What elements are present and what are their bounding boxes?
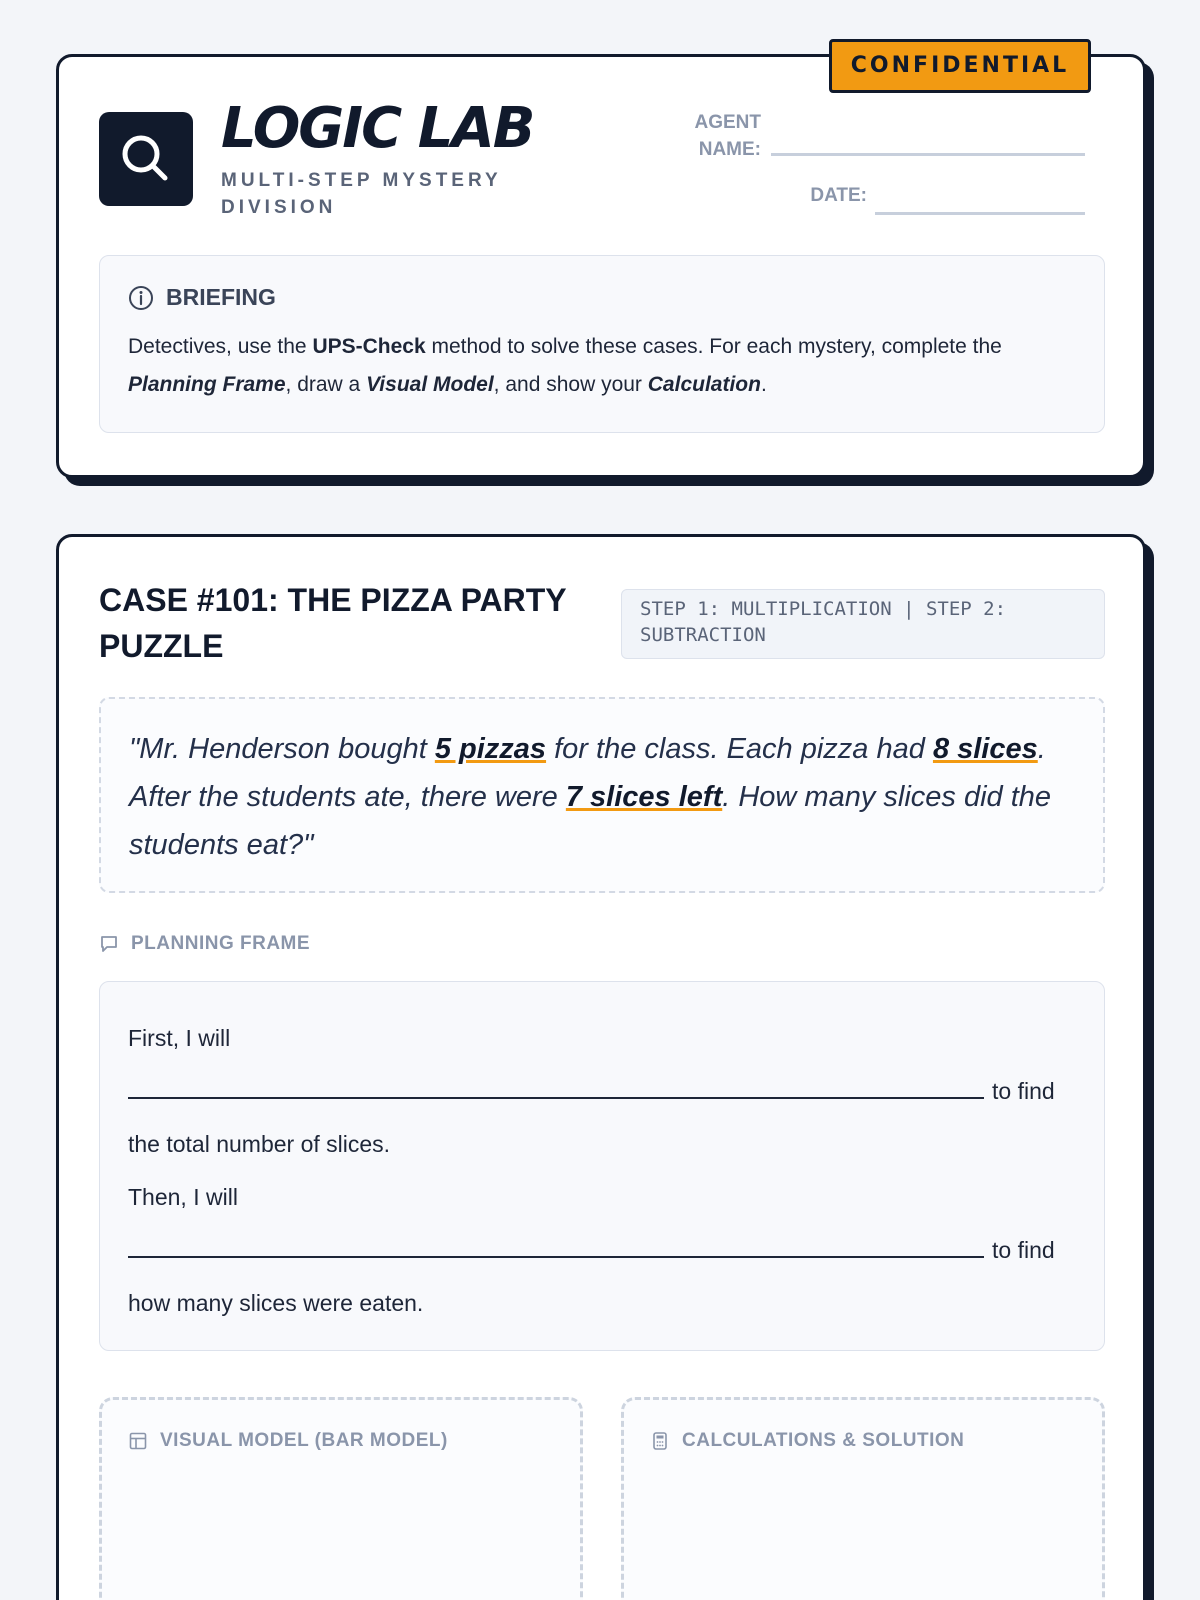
story-text: for the class. Each pizza had (546, 733, 933, 765)
agent-label-line-1: AGENT (694, 112, 761, 133)
planning-frame (99, 981, 1105, 1351)
visual-model-label (128, 1430, 448, 1452)
story-highlight: 7 slices left (565, 781, 723, 813)
calculations-box[interactable] (621, 1397, 1105, 1600)
planning-frame-label-text: PLANNING FRAME (131, 933, 311, 954)
page-title: LOGIC LAB (221, 96, 534, 161)
header-card (56, 54, 1146, 478)
term-planning-frame: Planning Frame (128, 373, 286, 396)
term-visual-model: Visual Model (366, 373, 494, 396)
plan-result-1: the total number of slices. (128, 1131, 391, 1157)
term-calculation: Calculation (647, 373, 761, 396)
briefing-box (99, 255, 1105, 433)
plan-step-2-row (128, 1224, 1076, 1277)
agent-name-field[interactable] (771, 153, 1085, 156)
visual-model-box[interactable] (99, 1397, 583, 1600)
date-field[interactable] (875, 212, 1085, 215)
calculations-label (650, 1430, 964, 1452)
plan-to-find: to find (992, 1237, 1055, 1263)
case-title: CASE #101: THE PIZZA PARTY PUZZLE (99, 582, 567, 664)
briefing-header (128, 284, 276, 311)
briefing-title: BRIEFING (166, 284, 276, 310)
briefing-text-part: method to solve these cases. For each mystery, complete the (425, 335, 1002, 358)
plan-step-1-row (128, 1065, 1076, 1118)
layout-icon (128, 1431, 148, 1451)
plan-result-2: how many slices were eaten. (128, 1290, 424, 1316)
briefing-text (128, 328, 1078, 404)
plan-then: Then, I will (128, 1184, 238, 1210)
calculations-label-text: CALCULATIONS & SOLUTION (682, 1430, 965, 1451)
date-label: DATE: (810, 185, 867, 206)
visual-model-label-text: VISUAL MODEL (BAR MODEL) (160, 1430, 448, 1451)
story-text: . After the students ate, there were (129, 733, 1046, 813)
calculator-icon (650, 1431, 670, 1451)
plan-step-1-blank[interactable] (128, 1077, 984, 1099)
case-card (56, 534, 1146, 1600)
planning-frame-label (99, 933, 310, 955)
page-subtitle: MULTI-STEP MYSTERY DIVISION (221, 170, 502, 218)
agent-label-line-2: NAME: (698, 139, 761, 160)
info-icon (128, 285, 154, 311)
story-highlight: 5 pizzas (434, 733, 547, 765)
logo (99, 112, 193, 206)
plan-step-2-blank[interactable] (128, 1236, 984, 1258)
story-highlight: 8 slices (932, 733, 1038, 765)
story-text: "Mr. Henderson bought (129, 733, 435, 765)
briefing-text-part: , draw a (285, 373, 367, 396)
comment-icon (99, 934, 119, 954)
story-text: . How many slices did the students eat?" (129, 781, 1052, 861)
case-steps-badge: STEP 1: MULTIPLICATION | STEP 2: SUBTRACTION (621, 589, 1105, 659)
briefing-text-part: . (760, 373, 767, 396)
plan-to-find: to find (992, 1078, 1055, 1104)
agent-label (649, 109, 761, 163)
search-icon (119, 132, 173, 186)
briefing-text-part: , and show your (493, 373, 648, 396)
method-name: UPS-Check (312, 335, 426, 358)
briefing-text-part: Detectives, use the (128, 335, 313, 358)
confidential-stamp: CONFIDENTIAL (829, 39, 1091, 93)
plan-first: First, I will (128, 1025, 231, 1051)
case-story (99, 697, 1105, 893)
